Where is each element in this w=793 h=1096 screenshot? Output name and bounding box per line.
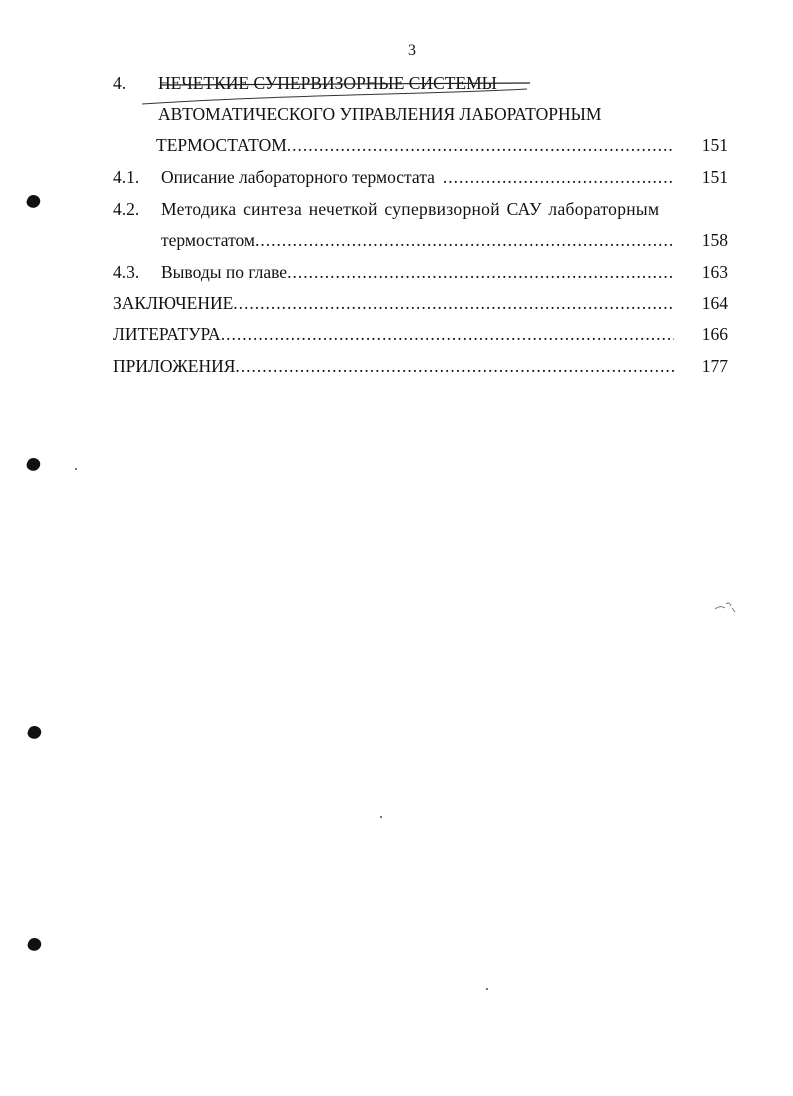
toc-entry-title: ЛИТЕРАТУРА xyxy=(113,324,221,344)
toc-entry-title: АВТОМАТИЧЕСКОГО УПРАВЛЕНИЯ ЛАБОРАТОРНЫМ xyxy=(158,104,602,124)
scan-speck xyxy=(380,816,382,818)
toc-entry-title: ПРИЛОЖЕНИЯ xyxy=(113,356,236,376)
toc-entry-literature xyxy=(113,323,728,345)
toc-entry-page: 151 xyxy=(701,167,728,187)
page-number: 3 xyxy=(408,42,416,59)
toc-entry-page: 163 xyxy=(701,262,728,282)
leader-dots xyxy=(287,261,674,283)
leader-dots xyxy=(221,323,674,345)
toc-entry-4-line2 xyxy=(113,103,728,125)
toc-entry-number: 4.3. xyxy=(113,262,140,282)
leader-dots xyxy=(233,292,673,314)
toc-entry-4-3 xyxy=(113,261,728,283)
leader-dots xyxy=(235,355,673,377)
punch-hole xyxy=(26,724,43,741)
punch-hole xyxy=(26,936,43,953)
toc-entry-conclusion xyxy=(113,292,728,314)
leader-dots xyxy=(255,229,674,251)
toc-entry-number: 4. xyxy=(113,73,127,93)
scan-speck xyxy=(75,468,77,470)
scan-speck xyxy=(486,988,488,990)
toc-entry-title: Выводы по главе xyxy=(161,262,288,282)
toc-entry-number: 4.1. xyxy=(113,167,140,187)
toc-entry-title: Методика синтеза нечеткой супервизорной САУ лабораторным xyxy=(161,199,660,219)
toc-entry-title: ТЕРМОСТАТОМ xyxy=(156,135,287,155)
toc-entry-4-1 xyxy=(113,166,728,188)
toc-entry-page: 177 xyxy=(701,356,728,376)
toc-entry-appendices xyxy=(113,355,728,377)
punch-hole xyxy=(25,456,42,473)
toc-entry-title: термостатом xyxy=(161,230,256,250)
toc-entry-4-2-line1 xyxy=(113,198,728,220)
toc-entry-title: Описание лабораторного термостата xyxy=(161,167,435,187)
toc-entry-page: 158 xyxy=(701,230,728,250)
toc-entry-4-2-line2 xyxy=(113,229,728,251)
toc-entry-title: НЕЧЕТКИЕ СУПЕРВИЗОРНЫЕ СИСТЕМЫ xyxy=(158,73,497,93)
scan-scribble xyxy=(714,600,736,614)
toc-entry-page: 164 xyxy=(701,293,728,313)
toc-entry-4-line3 xyxy=(113,134,728,156)
toc-entry-title: ЗАКЛЮЧЕНИЕ xyxy=(113,293,234,313)
toc-entry-page: 151 xyxy=(701,135,728,155)
toc-entry-page: 166 xyxy=(701,324,728,344)
leader-dots xyxy=(287,134,674,156)
punch-hole xyxy=(25,193,42,210)
leader-dots xyxy=(443,166,674,188)
toc-entry-number: 4.2. xyxy=(113,199,140,219)
